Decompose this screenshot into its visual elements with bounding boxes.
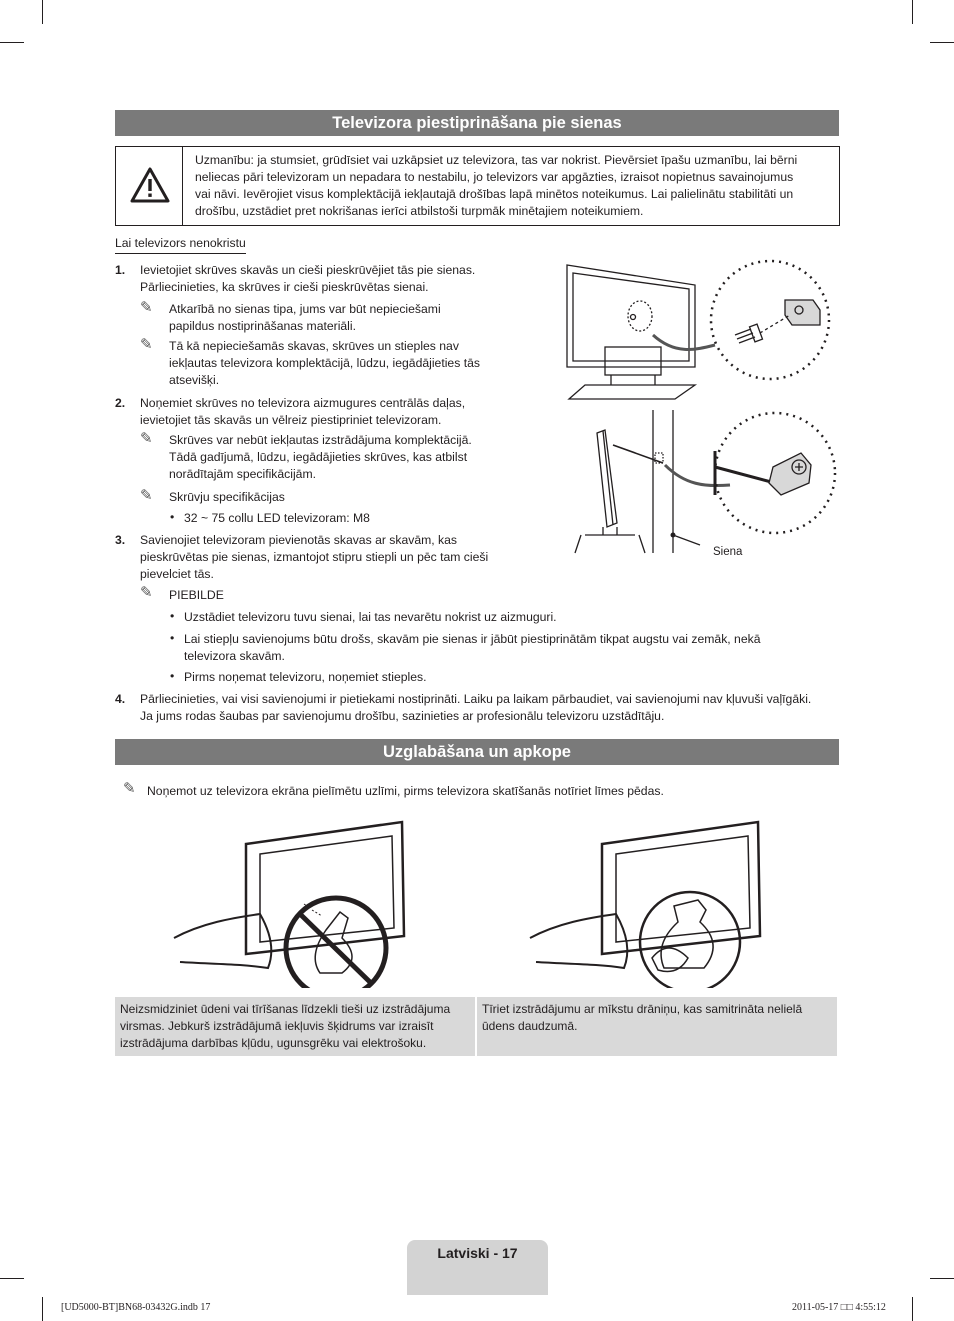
crop-mark xyxy=(42,1297,43,1321)
crop-mark xyxy=(930,1278,954,1279)
crop-mark xyxy=(0,1278,24,1279)
wall-mount-diagram xyxy=(555,255,855,560)
text-line: iekļautas televizora komplektācijā, lūdzu, iegādājieties tās xyxy=(169,356,480,370)
text-line: pievelciet tās. xyxy=(140,567,214,581)
crop-mark xyxy=(930,42,954,43)
page-number-tab: Latviski - 17 xyxy=(407,1240,548,1295)
subheading: Lai televizors nenokristu xyxy=(115,235,246,254)
text-line: atsevišķi. xyxy=(169,373,220,387)
text-line: papildus nostiprināšanas materiāli. xyxy=(169,319,356,333)
text-line: Ja jums rodas šaubas par savienojumu drošību, sazinieties ar profesionālu televizoru uzstādītāju. xyxy=(140,709,665,723)
warning-divider xyxy=(182,147,183,225)
wall-label: Siena xyxy=(713,546,743,558)
cleaning-illustration-wrong xyxy=(172,818,412,988)
cleaning-illustration-right xyxy=(528,818,768,988)
care-note: Noņemot uz televizora ekrāna pielīmētu uzlīmi, pirms televizora skatīšanās notīriet līmes pēdas. xyxy=(147,784,664,798)
crop-mark xyxy=(912,0,913,24)
note-text: Skrūvju specifikācijas xyxy=(169,490,285,504)
step-text xyxy=(140,532,488,583)
crop-mark xyxy=(42,0,43,24)
step-number: 2. xyxy=(115,396,126,410)
note-text xyxy=(169,301,441,335)
crop-mark xyxy=(912,1297,913,1321)
text-line: izstrādājuma darbības kļūdu, ugunsgrēku vai elektrošoku. xyxy=(120,1036,427,1050)
note-pencil-icon: ✎ xyxy=(140,487,153,504)
bullet: • xyxy=(170,510,175,524)
warning-box xyxy=(115,146,840,226)
step-number: 3. xyxy=(115,533,126,547)
text-line: Lai stiepļu savienojums būtu drošs, skavām pie sienas ir jābūt piestiprinātām tikpat augstu vai zemāk, nekā xyxy=(184,632,761,646)
footer-right: 2011-05-17 □□ 4:55:12 xyxy=(792,1302,886,1313)
bullet-text: Uzstādiet televizoru tuvu sienai, lai tas nevarētu nokrist uz aizmuguri. xyxy=(184,610,557,624)
step-text xyxy=(140,691,811,725)
note-pencil-icon: ✎ xyxy=(140,584,153,601)
step-text xyxy=(140,262,475,296)
text-line: pieskrūvētas pie sienas, izmantojot stipru stiepli un pēc tam cieši xyxy=(140,550,489,564)
text-line: televizora skavām. xyxy=(184,649,285,663)
note-label: PIEBILDE xyxy=(169,588,224,602)
text-line: Pārliecinieties, vai visi savienojumi ir pietiekami nostiprināti. Laiku pa laikam pārbaudiet, vai savienojumi nav kļuvuši vaļīgāki. xyxy=(140,692,812,706)
warning-text xyxy=(195,152,835,220)
section-title-wall-mount: Televizora piestiprināšana pie sienas xyxy=(115,110,839,136)
warning-line: : ja stumsiet, grūdīsiet vai uzkāpsiet uz televizora, tas var nokrist. Pievērsiet īpašu uzmanību, lai bērni xyxy=(250,153,798,167)
warning-line: drošību, uzstādiet pret nokrišanas ierīci atbilstoši turpmāk minētajiem noteikumiem. xyxy=(195,204,644,218)
text-line: norādītajām specifikācijām. xyxy=(169,467,316,481)
warning-line: neliecas pāri televizoram un nepadara to nestabilu, jo televizors var apgāzties, izraisot nopietnus savainojumus xyxy=(195,170,794,184)
text-line: Noņemiet skrūves no televizora aizmugures centrālās daļas, xyxy=(140,396,466,410)
text-line: Tādā gadījumā, lūdzu, iegādājieties skrūves, kas atbilst xyxy=(169,450,468,464)
step-number: 4. xyxy=(115,692,126,706)
bullet: • xyxy=(170,669,175,683)
note-text xyxy=(169,432,472,483)
text-line: Tīriet izstrādājumu ar mīkstu drāniņu, kas samitrināta nelielā xyxy=(482,1002,803,1016)
text-line: Savienojiet televizoram pievienotās skavas ar skavām, kas xyxy=(140,533,458,547)
caption-wrong xyxy=(115,997,475,1056)
bullet-text xyxy=(184,631,761,665)
text-line: Tā kā nepieciešamās skavas, skrūves un stieples nav xyxy=(169,339,459,353)
bullet: • xyxy=(170,631,175,645)
text-line: ievietojiet tās skavās un vēlreiz piestipriniet televizoram. xyxy=(140,413,442,427)
text-line: ūdens daudzumā. xyxy=(482,1019,578,1033)
bullet-text: 32 ~ 75 collu LED televizoram: M8 xyxy=(184,511,370,525)
bullet-text: Pirms noņemat televizoru, noņemiet stieples. xyxy=(184,670,427,684)
text-line: Neizsmidziniet ūdeni vai tīrīšanas līdzekli tieši uz izstrādājuma xyxy=(120,1002,451,1016)
note-pencil-icon: ✎ xyxy=(140,430,153,447)
section-title-care: Uzglabāšana un apkope xyxy=(115,739,839,765)
text-line: Atkarībā no sienas tipa, jums var būt nepieciešami xyxy=(169,302,441,316)
text-line: Pārliecinieties, ka skrūves ir cieši pieskrūvētas sienai. xyxy=(140,280,429,294)
warning-icon xyxy=(130,167,170,203)
text-line: Ievietojiet skrūves skavās un cieši pieskrūvējiet tās pie sienas. xyxy=(140,263,476,277)
bullet: • xyxy=(170,609,175,623)
footer-left: [UD5000-BT]BN68-03432G.indb 17 xyxy=(61,1302,211,1313)
step-text xyxy=(140,395,465,429)
note-pencil-icon: ✎ xyxy=(140,336,153,353)
note-pencil-icon: ✎ xyxy=(123,780,136,797)
note-pencil-icon: ✎ xyxy=(140,299,153,316)
step-number: 1. xyxy=(115,263,126,277)
text-line: virsmas. Jebkurš izstrādājumā iekļuvis šķidrums var izraisīt xyxy=(120,1019,434,1033)
warning-line: vai nāvi. Ievērojiet visus komplektācijā iekļautajā drošības lapā minētos noteikumus. Lai palielinātu stabilitāti un xyxy=(195,187,794,201)
note-text xyxy=(169,338,480,389)
caption-right xyxy=(477,997,837,1056)
warning-label: Uzmanību xyxy=(195,153,251,167)
text-line: Skrūves var nebūt iekļautas izstrādājuma komplektācijā. xyxy=(169,433,472,447)
crop-mark xyxy=(0,42,24,43)
